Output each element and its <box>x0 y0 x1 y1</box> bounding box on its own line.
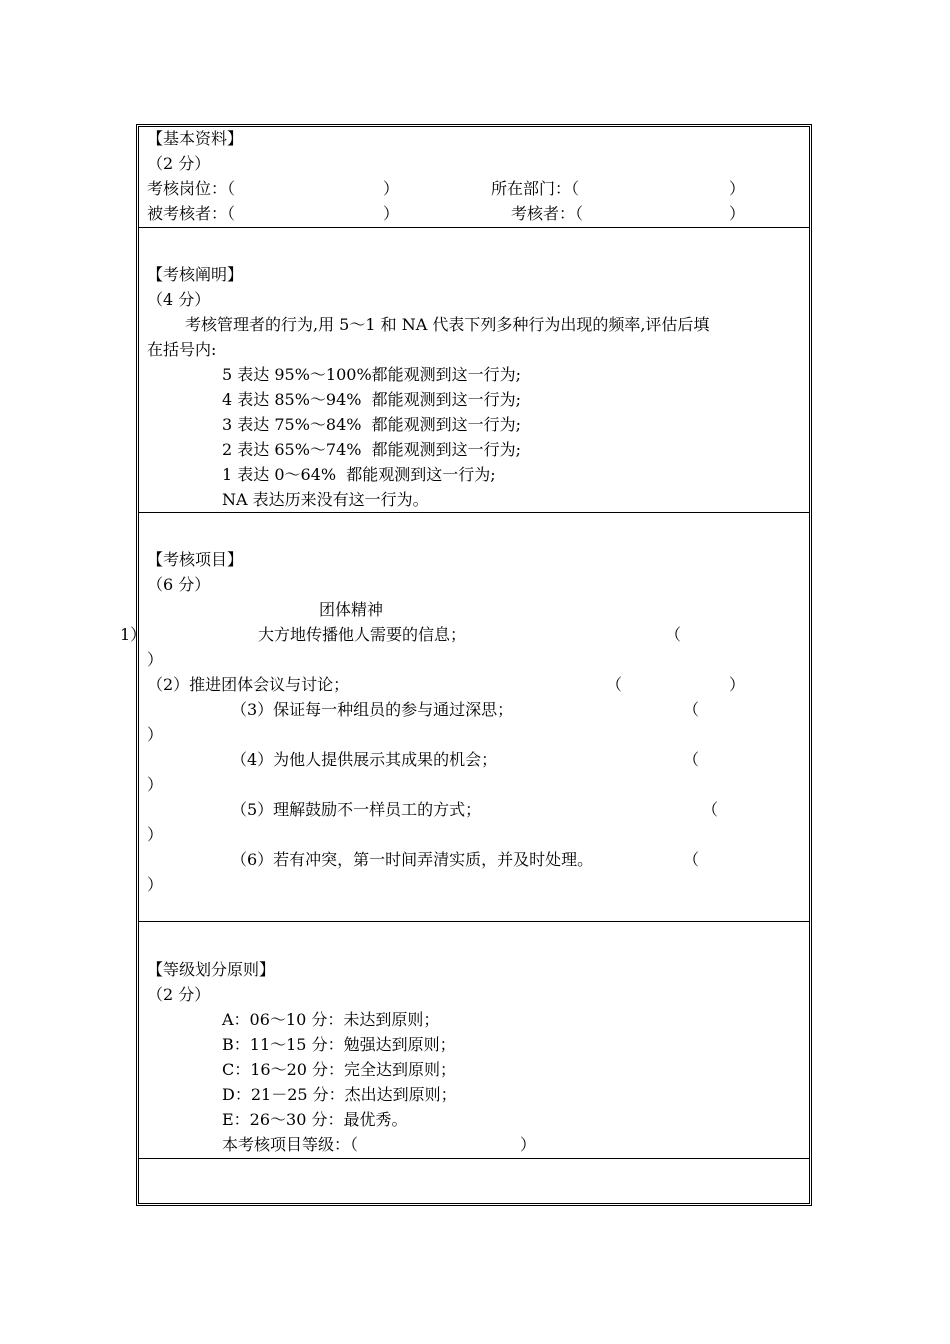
assessee-field-close[interactable]: ） <box>383 204 400 223</box>
items-subtitle: 团体精神 <box>319 600 384 619</box>
scale-item: 5 表达 95%～100%都能观测到这一行为; <box>222 365 522 384</box>
explain-score: （4 分） <box>147 290 211 309</box>
item-5-score-close[interactable]: ） <box>147 825 164 844</box>
item-1-number: 1） <box>120 625 147 644</box>
scale-item: 1 表达 0～64% 都能观测到这一行为; <box>222 465 496 484</box>
item-2-score-open[interactable]: （ <box>606 675 623 694</box>
assessee-label: 被考核者：（ <box>147 204 236 223</box>
grade-level: E：26～30 分：最优秀。 <box>222 1110 408 1129</box>
scale-item: NA 表达历来没有这一行为。 <box>222 490 429 509</box>
result-grade-field-close[interactable]: ） <box>520 1135 537 1154</box>
item-4-score-close[interactable]: ） <box>147 775 164 794</box>
department-field-close[interactable]: ） <box>729 179 746 198</box>
item-1-score-open[interactable]: （ <box>665 625 682 644</box>
result-grade-label: 本考核项目等级：（ <box>222 1135 359 1154</box>
item-2-score-close[interactable]: ） <box>729 675 746 694</box>
item-4-score-open[interactable]: （ <box>683 750 700 769</box>
explain-heading: 【考核阐明】 <box>147 265 244 284</box>
item-4-text: （4）为他人提供展示其成果的机会； <box>231 750 498 769</box>
basic-info-score: （2 分） <box>147 154 211 173</box>
item-6-score-open[interactable]: （ <box>683 850 700 869</box>
department-label: 所在部门：（ <box>491 179 580 198</box>
item-6-score-close[interactable]: ） <box>147 875 164 894</box>
grade-level: A：06～10 分：未达到原则； <box>222 1010 440 1029</box>
item-1-score-close[interactable]: ） <box>147 650 164 669</box>
grade-level: B：11～15 分：勉强达到原则； <box>222 1035 456 1054</box>
section-divider <box>139 512 810 513</box>
grade-level: C：16～20 分：完全达到原则； <box>222 1060 457 1079</box>
grade-level: D：21－25 分：杰出达到原则； <box>222 1085 457 1104</box>
basic-info-heading: 【基本资料】 <box>147 129 244 148</box>
items-score: （6 分） <box>147 575 211 594</box>
scale-item: 4 表达 85%～94% 都能观测到这一行为; <box>222 390 522 409</box>
item-2-text: （2）推进团体会议与讨论； <box>147 675 350 694</box>
explain-paragraph-line2: 在括号内: <box>147 340 217 359</box>
scale-item: 3 表达 75%～84% 都能观测到这一行为; <box>222 415 522 434</box>
section-divider <box>139 1158 810 1159</box>
grading-heading: 【等级划分原则】 <box>147 960 276 979</box>
grading-score: （2 分） <box>147 985 211 1004</box>
item-3-score-close[interactable]: ） <box>147 725 164 744</box>
position-label: 考核岗位：（ <box>147 179 236 198</box>
scale-item: 2 表达 65%～74% 都能观测到这一行为; <box>222 440 522 459</box>
item-3-score-open[interactable]: （ <box>683 700 700 719</box>
section-divider <box>139 921 810 922</box>
items-heading: 【考核项目】 <box>147 550 244 569</box>
item-3-text: （3）保证每一种组员的参与通过深思； <box>231 700 514 719</box>
assessor-field-close[interactable]: ） <box>729 204 746 223</box>
item-6-text: （6）若有冲突，第一时间弄清实质，并及时处理。 <box>231 850 594 869</box>
item-5-score-open[interactable]: （ <box>702 800 719 819</box>
item-5-text: （5）理解鼓励不一样员工的方式； <box>231 800 482 819</box>
section-divider <box>139 227 810 228</box>
item-1-text: 大方地传播他人需要的信息； <box>258 625 467 644</box>
explain-paragraph-line1: 考核管理者的行为,用 5～1 和 NA 代表下列多种行为出现的频率,评估后填 <box>185 315 710 334</box>
assessor-label: 考核者：（ <box>511 204 584 223</box>
position-field-close[interactable]: ） <box>383 179 400 198</box>
